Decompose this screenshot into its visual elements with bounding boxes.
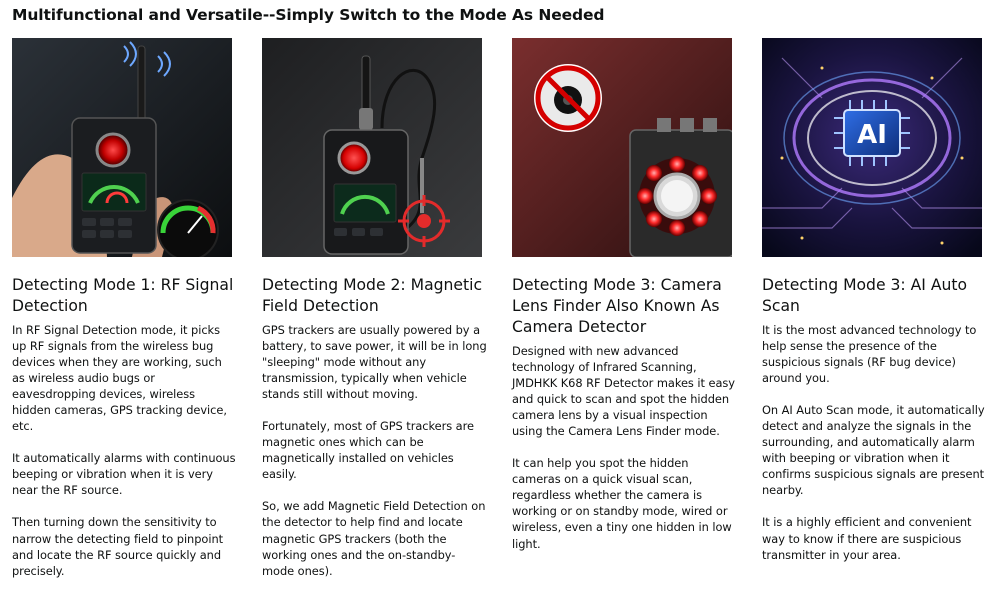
card-paragraph: It is a highly efficient and convenient way to know if there are suspicious transmitter in your area.: [762, 515, 972, 562]
card-paragraph: It can help you spot the hidden cameras on a quick visual scan, regardless whether the camera is working or on standby mode, wired or wireless, even a tiny one hidden in low light.: [512, 456, 732, 551]
ai-chip-icon: [762, 38, 982, 257]
magnetic-probe-icon: [262, 38, 482, 257]
camera-lens-finder-icon: [512, 38, 732, 257]
card-paragraph: On AI Auto Scan mode, it automatically detect and analyze the signals in the surrounding, and automatically alarm with beeping or vibration when it confirms suspicious signals are present nearby.: [762, 403, 985, 498]
page-title: Multifunctional and Versatile--Simply Switch to the Mode As Needed: [12, 6, 605, 24]
card-paragraph: Then turning down the sensitivity to narrow the detecting field to pinpoint and locate the RF source quickly and precisely.: [12, 515, 224, 578]
card-description: [762, 322, 987, 563]
card-paragraph: It automatically alarms with continuous beeping or vibration when it is very near the RF source.: [12, 451, 236, 498]
card-description: [262, 322, 487, 579]
card-paragraph: It is the most advanced technology to help sense the presence of the suspicious signals (RF bug device) around you.: [762, 323, 977, 386]
card-heading: Detecting Mode 1: RF Signal Detection: [12, 276, 234, 315]
mode-card-magnetic: [262, 38, 487, 595]
card-paragraph: GPS trackers are usually powered by a battery, to save power, it will be in long "sleeping" mode without any transmission, typically when vehicle stands still without moving.: [262, 323, 487, 402]
card-paragraph: So, we add Magnetic Field Detection on the detector to help find and locate magnetic GPS trackers (both the working ones and the on-standby-mode ones).: [262, 499, 486, 578]
card-paragraph: Designed with new advanced technology of Infrared Scanning, JMDHKK K68 RF Detector makes it easy and quick to scan and spot the hidden camera lens by a visual inspection using the Camera Lens Finder mode.: [512, 344, 735, 439]
mode-card-rf: [12, 38, 237, 595]
ai-chip-label: AI: [857, 120, 887, 150]
mode-card-camera-lens: [512, 38, 737, 568]
card-heading: Detecting Mode 3: AI Auto Scan: [762, 276, 968, 315]
card-paragraph: Fortunately, most of GPS trackers are magnetic ones which can be magnetically installed on vehicles easily.: [262, 419, 474, 482]
card-heading: Detecting Mode 3: Camera Lens Finder Also Known As Camera Detector: [512, 276, 722, 336]
card-heading: Detecting Mode 2: Magnetic Field Detection: [262, 276, 483, 315]
card-description: [12, 322, 237, 579]
rf-detector-hand-icon: [12, 38, 232, 257]
card-description: [512, 343, 737, 552]
mode-card-ai: [762, 38, 987, 579]
card-paragraph: In RF Signal Detection mode, it picks up RF signals from the wireless bug devices when they are working, such as wireless audio bugs or eavesdropping devices, wireless hidden cameras, GPS tracking device, etc.: [12, 323, 227, 434]
